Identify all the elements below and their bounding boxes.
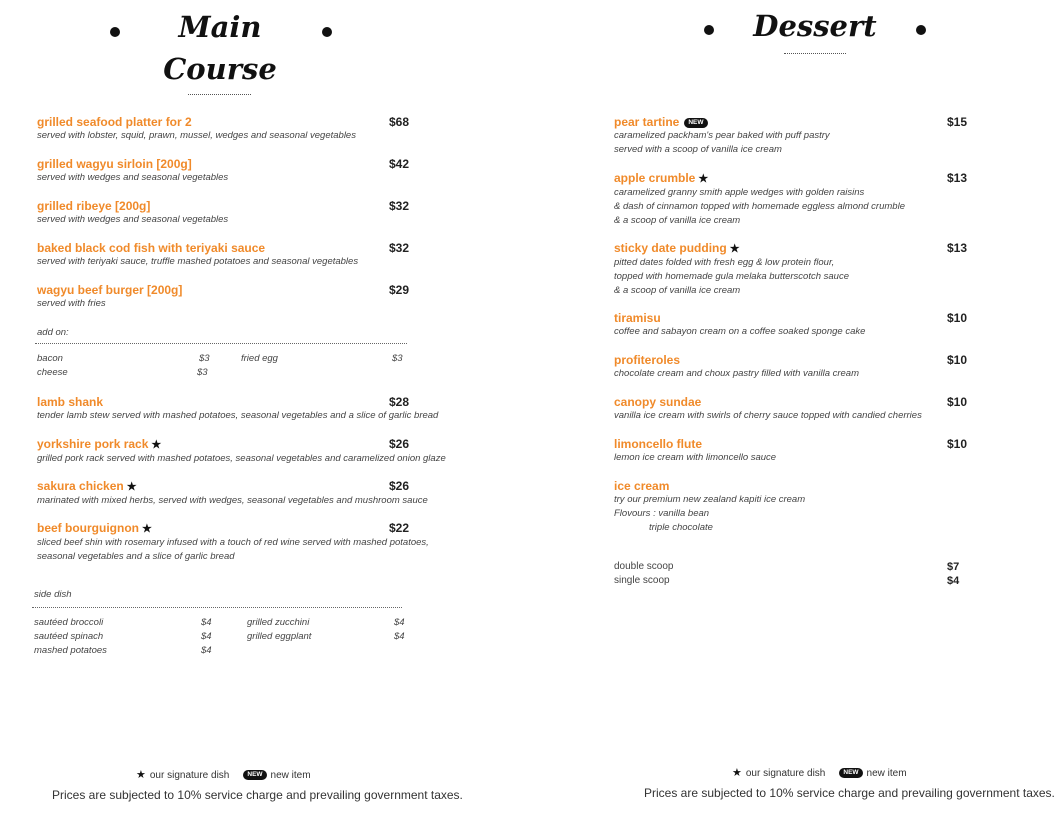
menu-item bbox=[37, 283, 182, 311]
item-description: marinated with mixed herbs, served with wedges, seasonal vegetables and mushroom sauce bbox=[37, 495, 428, 506]
main-course-title-line2: Course bbox=[163, 52, 277, 86]
item-name-text: ice cream bbox=[614, 479, 670, 493]
menu-item bbox=[614, 479, 805, 535]
item-price: $13 bbox=[947, 241, 968, 255]
item-name bbox=[614, 437, 776, 451]
addon-name: bacon bbox=[37, 353, 63, 364]
addon-label: add on: bbox=[37, 327, 69, 338]
side-dish-price: $4 bbox=[394, 631, 405, 642]
item-description: vanilla ice cream with swirls of cherry sauce topped with candied cherries bbox=[614, 410, 922, 421]
item-name-text: tiramisu bbox=[614, 311, 661, 325]
legend-new-item: new item bbox=[866, 768, 907, 779]
side-dish-price: $4 bbox=[394, 617, 405, 628]
menu-item bbox=[614, 311, 865, 339]
star-icon: ★ bbox=[698, 173, 709, 185]
item-description: & dash of cinnamon topped with homemade eggless almond crumble bbox=[614, 201, 905, 212]
item-description: tender lamb stew served with mashed potatoes, seasonal vegetables and a slice of garlic bread bbox=[37, 410, 439, 421]
dessert-title: Dessert bbox=[753, 9, 877, 43]
item-name bbox=[37, 241, 358, 255]
item-description: pitted dates folded with fresh egg & low protein flour, bbox=[614, 257, 835, 268]
service-charge-note: Prices are subjected to 10% service charge and prevailing government taxes. bbox=[52, 788, 463, 802]
item-price: $10 bbox=[947, 311, 968, 325]
title-underline bbox=[784, 53, 846, 54]
item-name bbox=[37, 199, 228, 213]
item-name-text: grilled seafood platter for 2 bbox=[37, 115, 192, 129]
item-name-text: sticky date pudding bbox=[614, 241, 727, 255]
scoop-price: $4 bbox=[947, 575, 960, 587]
item-price: $32 bbox=[389, 241, 410, 255]
item-name-text: limoncello flute bbox=[614, 437, 703, 451]
item-name bbox=[614, 353, 859, 367]
item-price: $26 bbox=[389, 437, 410, 451]
item-price: $29 bbox=[389, 283, 410, 297]
item-description: served with teriyaki sauce, truffle mashed potatoes and seasonal vegetables bbox=[37, 256, 359, 267]
item-name bbox=[614, 311, 865, 325]
side-dish-price: $4 bbox=[201, 617, 212, 628]
item-price: $28 bbox=[389, 395, 410, 409]
menu-item bbox=[614, 353, 859, 381]
side-dish-name: sautéed spinach bbox=[34, 631, 104, 642]
item-name-text: baked black cod fish with teriyaki sauce bbox=[37, 241, 266, 255]
item-name-text: canopy sundae bbox=[614, 395, 702, 409]
item-description: lemon ice cream with limoncello sauce bbox=[614, 452, 777, 463]
star-icon: ★ bbox=[141, 523, 152, 535]
item-name-text: profiteroles bbox=[614, 353, 681, 367]
item-description: sliced beef shin with rosemary infused with a touch of red wine served with mashed potatoes, bbox=[37, 537, 429, 548]
title-underline bbox=[188, 94, 251, 95]
item-description: Flovours : vanilla bean bbox=[614, 508, 710, 519]
side-dish-price: $4 bbox=[201, 631, 212, 642]
circle-bullet-icon bbox=[704, 25, 714, 35]
item-price: $68 bbox=[389, 115, 410, 129]
menu-item bbox=[614, 171, 905, 228]
item-name-text: grilled ribeye [200g] bbox=[37, 199, 151, 213]
circle-bullet-icon bbox=[322, 27, 332, 37]
item-name bbox=[37, 115, 356, 129]
item-price: $22 bbox=[389, 521, 410, 535]
item-name-text: pear tartine bbox=[614, 115, 680, 129]
star-icon: ★ bbox=[136, 769, 146, 781]
addon-divider bbox=[35, 343, 407, 344]
menu-item bbox=[614, 395, 922, 423]
menu-item bbox=[37, 437, 446, 466]
addon-price: $3 bbox=[392, 353, 403, 364]
menu-item bbox=[37, 521, 429, 564]
side-dish-label: side dish bbox=[34, 589, 72, 600]
side-dish-name: grilled zucchini bbox=[247, 617, 310, 628]
side-dish-name: sautéed broccoli bbox=[34, 617, 104, 628]
legend-new-item: new item bbox=[270, 770, 311, 781]
item-description: served with fries bbox=[37, 298, 106, 309]
item-name bbox=[37, 395, 438, 409]
new-badge-icon: NEW bbox=[243, 770, 266, 780]
item-name bbox=[614, 479, 805, 493]
item-description: seasonal vegetables and a slice of garlic bread bbox=[37, 551, 235, 562]
main-course-title-line1: Main bbox=[178, 10, 262, 44]
item-price: $42 bbox=[389, 157, 410, 171]
scoop-price: $7 bbox=[947, 561, 960, 573]
side-dish-name: mashed potatoes bbox=[34, 645, 107, 656]
item-name-text: sakura chicken bbox=[37, 479, 124, 493]
circle-bullet-icon bbox=[110, 27, 120, 37]
star-icon: ★ bbox=[729, 243, 740, 255]
menu-item bbox=[37, 479, 428, 508]
item-price: $10 bbox=[947, 353, 968, 367]
side-dish-divider bbox=[32, 607, 402, 608]
menu-item bbox=[614, 115, 830, 157]
item-description: served with wedges and seasonal vegetables bbox=[37, 172, 229, 183]
legend bbox=[732, 766, 907, 779]
item-description: triple chocolate bbox=[649, 522, 713, 533]
side-dish-price: $4 bbox=[201, 645, 212, 656]
item-name bbox=[37, 283, 182, 297]
circle-bullet-icon bbox=[916, 25, 926, 35]
star-icon: ★ bbox=[126, 481, 137, 493]
item-name bbox=[37, 479, 428, 494]
item-description: grilled pork rack served with mashed potatoes, seasonal vegetables and caramelized onion glaze bbox=[37, 453, 446, 464]
new-badge-icon: NEW bbox=[839, 768, 862, 778]
item-description: caramelized packham's pear baked with puff pastry bbox=[614, 130, 830, 141]
item-description: caramelized granny smith apple wedges with golden raisins bbox=[614, 187, 865, 198]
menu-item bbox=[37, 115, 356, 143]
new-badge-icon: NEW bbox=[684, 118, 707, 128]
item-name bbox=[614, 395, 922, 409]
item-name bbox=[37, 521, 429, 536]
scoop-name: double scoop bbox=[614, 561, 674, 572]
service-charge-note: Prices are subjected to 10% service charge and prevailing government taxes. bbox=[644, 786, 1055, 800]
item-name-text: lamb shank bbox=[37, 395, 104, 409]
item-price: $10 bbox=[947, 437, 968, 451]
menu-item bbox=[37, 157, 228, 185]
item-price: $15 bbox=[947, 115, 968, 129]
item-name-text: grilled wagyu sirloin [200g] bbox=[37, 157, 192, 171]
menu-item bbox=[37, 241, 358, 269]
item-price: $10 bbox=[947, 395, 968, 409]
menu-item bbox=[614, 437, 776, 465]
item-name-text: apple crumble bbox=[614, 171, 696, 185]
item-description: & a scoop of vanilla ice cream bbox=[614, 215, 741, 226]
legend-signature: our signature dish bbox=[149, 770, 230, 781]
item-description: served with wedges and seasonal vegetables bbox=[37, 214, 229, 225]
legend-signature: our signature dish bbox=[745, 768, 826, 779]
addon-name: fried egg bbox=[241, 353, 278, 364]
item-name-text: yorkshire pork rack bbox=[37, 437, 149, 451]
item-price: $32 bbox=[389, 199, 410, 213]
addon-price: $3 bbox=[199, 353, 210, 364]
side-dish-name: grilled eggplant bbox=[247, 631, 312, 642]
item-name bbox=[37, 157, 228, 171]
menu-item bbox=[37, 395, 438, 423]
addon-name: cheese bbox=[37, 367, 68, 378]
item-name bbox=[37, 437, 446, 452]
menu-item bbox=[37, 199, 228, 227]
item-description: try our premium new zealand kapiti ice cream bbox=[614, 494, 806, 505]
item-name bbox=[614, 171, 905, 186]
legend bbox=[136, 768, 311, 781]
item-description: chocolate cream and choux pastry filled with vanilla cream bbox=[614, 368, 860, 379]
item-name-text: wagyu beef burger [200g] bbox=[37, 283, 183, 297]
item-price: $26 bbox=[389, 479, 410, 493]
item-description: coffee and sabayon cream on a coffee soaked sponge cake bbox=[614, 326, 866, 337]
item-name bbox=[614, 241, 849, 256]
star-icon: ★ bbox=[732, 767, 742, 779]
addon-price: $3 bbox=[197, 367, 208, 378]
star-icon: ★ bbox=[151, 439, 162, 451]
item-price: $13 bbox=[947, 171, 968, 185]
scoop-name: single scoop bbox=[614, 575, 670, 586]
item-description: & a scoop of vanilla ice cream bbox=[614, 285, 741, 296]
menu-item bbox=[614, 241, 849, 298]
item-description: served with a scoop of vanilla ice cream bbox=[614, 144, 782, 155]
item-name bbox=[614, 115, 830, 129]
item-description: topped with homemade gula melaka butterscotch sauce bbox=[614, 271, 849, 282]
item-name-text: beef bourguignon bbox=[37, 521, 139, 535]
item-description: served with lobster, squid, prawn, mussel, wedges and seasonal vegetables bbox=[37, 130, 356, 141]
